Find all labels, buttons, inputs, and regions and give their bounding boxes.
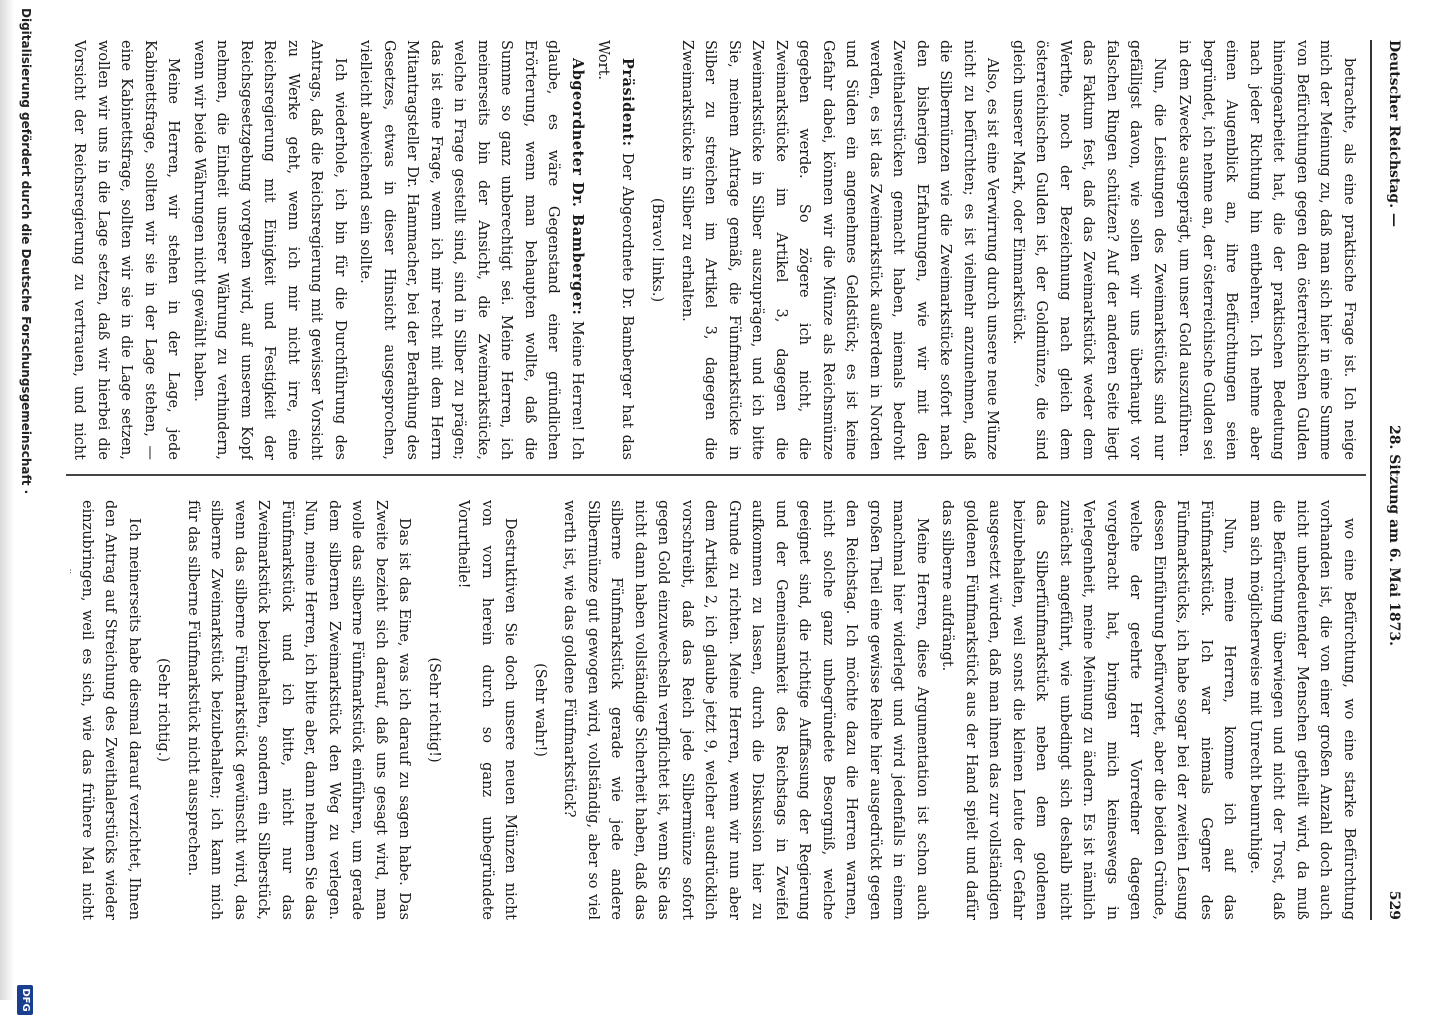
paragraph: Nun, die Leistungen des Zweimarkstücks sind nur gefälligst davon, wie sollen wir uns überhaupt vor falschen Ringen schützen? Auf der anderen Seite liegt das Faktum fest, daß das Zweimarkstück weder dem Werthe, noch der Bezeichnung nach gleich dem österreichischen Gulden ist, der Goldmünze, die sind gleich unserer Mark, oder Einmarkstück. <box>1010 40 1167 460</box>
paragraph: Meine Herren, diese Argumentation ist schon auch manchmal hier widerlegt und wird jedenfalls in einem großen Theil eine gewisse Reihe hier ausgedrückt gegen den Reichstag. Ich möchte dazu die Herren warnen, nicht solche ganz unbegründete Besorgniß, welche geeignet sind, die richtige Auffassung der Regierung und der Gemeinsamkeit des Reichstags in Zweifel aufkommen zu lassen, durch die Diskussion hier zu Grunde zu richten. Meine Herren, wenn wir nun aber dem Artikel 2, ich glaube jetzt 9, welcher ausdrücklich vorschreibt, daß das Reich jede Silbermünze sofort gegen Gold einzuwechseln verpflichtet ist, wenn Sie das nicht dann haben vollständige Sicherheit haben, daß das silberne Fünfmarkstück gerade wie jede andere Silbermünze gut gewogen wird, vollständig, aber so viel werth ist, wie das goldene Fünfmarkstück? <box>561 500 930 920</box>
speech-text: Der Abgeordnete Dr. Bamberger hat das Wort. <box>595 40 635 460</box>
speech-paragraph <box>353 40 589 460</box>
right-column <box>70 500 1360 920</box>
paragraph: betrachte, als eine praktische Frage ist. Ich neige mich der Meinung zu, daß man sich hier in eine Summe von Befürchtungen gegen den österreichischen Gulden hineingearbeitet hat, die der praktischen Bedeutung nach jeder Richtung hin entbehren. Ich nehme aber einen Augenblick an, ihre Befürchtungen seien begründet, ich nehme an, der österreichische Gulden sei in dem Zwecke ausgeprägt, um unser Gold auszuführen. <box>1176 40 1357 460</box>
speech-paragraph <box>591 40 639 460</box>
interjection: (Sehr wahr!) <box>532 663 548 757</box>
speaker-name: Abgeordneter Dr. Bamberger: <box>569 58 586 316</box>
paragraph: wo eine Befürchtung, wo eine starke Befürchtung vorhanden ist, die von einer großen Anzahl doch auch nicht unbedeutender Menschen getheilt wird, da muß die Befürchtung überwiegen und nicht der Trost, daß man sich möglicherweise mit Unrecht beunruhige. <box>1247 500 1357 920</box>
page-number: 529 <box>1386 890 1402 920</box>
paragraph: Also, es ist eine Verwirrung durch unsere neue Münze nicht zu befürchten; es ist vielmehr anzunehmen, daß die Silbermünzen wie die Zweimarkstücke sofort nach den bisherigen Erfahrungen, wie wir mit den Zweithalerstücken gemacht haben, niemals bedroht werden, es ist das Zweimarkstück außerdem in Norden und Süden ein angenehmes Geldstück; es ist keine Gefahr dabei, können wir die Münze als Reichsmünze gegeben werde. So zögere ich nicht, die Zweimarkstücke im Artikel 3, dagegen die Zweimarkstücke in Silber auszuprägen, und ich bitte Sie, meinem Antrage gemäß, die Fünfmarkstücke in Silber zu streichen im Artikel 3, dagegen die Zweimarkstücke in Silber zu erhalten. <box>679 40 1001 460</box>
funding-note: Digitalisierung gefördert durch die Deutsche Forschungsgemeinschaft · <box>19 8 33 495</box>
column-divider <box>66 474 1366 476</box>
paragraph: Destruktiven Sie doch unsere neuen Münzen nicht von vorn herein durch so ganz unbegründete Vorurtheile! <box>455 500 519 920</box>
dfg-logo: DFG <box>17 985 33 1015</box>
header-session: 28. Sitzung am 6. Mai 1873. <box>1386 425 1402 646</box>
speech-text: Meine Herren! Ich glaube, es wäre Gegenstand einer gründlichen Erörterung, wenn man behaupten wollte, daß die Summe so ganz unberechtigt sei. Meine Herren, ich meinerseits bin der Ansicht, die Zweimarkstücke, welche in Frage gestellt sind, sind in Silber zu prägen; das ist eine Frage, wenn ich mir recht mit dem Herrn Mitantragsteller Dr. Hammacher, bei der Berathung des Gesetzes, etwas in dieser Hinsicht ausgesprochen, vielleicht abweichend sein sollte. <box>357 40 585 460</box>
paragraph: Ich wiederhole, ich bin für die Durchführung des Antrags, daß die Reichsregierung mit gewisser Vorsicht zu Werke geht, wenn ich mir nicht irre, eine Reichsregierung mit Einigkeit und Festigkeit der Reichsgesetzgebung vorgehen wird, auf unserem Kopf nehmen, die Einheit unserer Währung zu verhindern, wenn wir beide Währungen nicht gewählt haben. <box>191 40 348 460</box>
left-column <box>70 40 1360 460</box>
speaker-name: Präsident: <box>619 58 636 147</box>
paragraph: Ich meinerseits habe diesmal darauf verzichtet, Ihnen den Antrag auf Streichung des Zweithalerstücks wieder einzubringen, weil es sich, wie das frühere Mal nicht <box>79 500 142 920</box>
paragraph: Das ist das Eine, was ich darauf zu sagen habe. Das Zweite bezieht sich darauf, daß uns gesagt wird, man wolle das silberne Fünfmarkstück einführen, um gerade dem silbernen Zweimarkstück den Weg zu verlegen. Nun, meine Herren, ich bitte aber, dann nehmen Sie das Fünfmarkstück und ich bitte, nicht nur das Zweimarkstück beizubehalten, sondern ein Silberstück, wenn das silberne Fünfmarkstück gewünscht wird, das silberne Zweimarkstück beizubehalten; ich kann mich für das silberne Fünfmarkstück nicht aussprechen. <box>185 500 413 920</box>
interjection: (Sehr richtig.) <box>155 657 172 763</box>
interjection: (Bravo! links.) <box>649 197 666 303</box>
paragraph: Meine Herren, wir stehen in der Lage, jede Kabinettsfrage, sollten wir sie in der Lage stehen, — eine Kabinettsfrage, sollten wir sie in die Lage setzen, wollen wir uns in die Lage setzen, daß wir hierbei die Vorsicht der Reichsregierung zu vertrauen, und nicht <box>71 40 182 460</box>
header-publication: Deutscher Reichstag. — <box>1386 40 1402 227</box>
paragraph: Nun, meine Herren, komme ich auf das Fünfmarkstück. Ich war niemals Gegner des Fünfmarkstücks, ich habe sogar bei der zweiten Lesung dessen Einführung befürwortet, aber die beiden Gründe, welche der geehrte Herr Vorredner dagegen vorgebracht hat, bringen mich keineswegs in Verlegenheit, meine Meinung zu ändern. Es ist nämlich zunächst angeführt, wie unbedingt sich deshalb nicht das Silberfünfmarkstück neben dem goldenen beizubehalten, weil sonst die kleinen Leute der Gefahr ausgesetzt würden, daß man ihnen das zur vollständigen goldenen Fünfmarkstück aus der Hand spielt und dafür das silberne aufdrängt. <box>939 500 1238 920</box>
header-rule <box>1370 40 1372 920</box>
interjection: (Sehr richtig!) <box>426 657 442 763</box>
page-header <box>1378 40 1402 920</box>
footer-strip <box>11 0 37 1012</box>
